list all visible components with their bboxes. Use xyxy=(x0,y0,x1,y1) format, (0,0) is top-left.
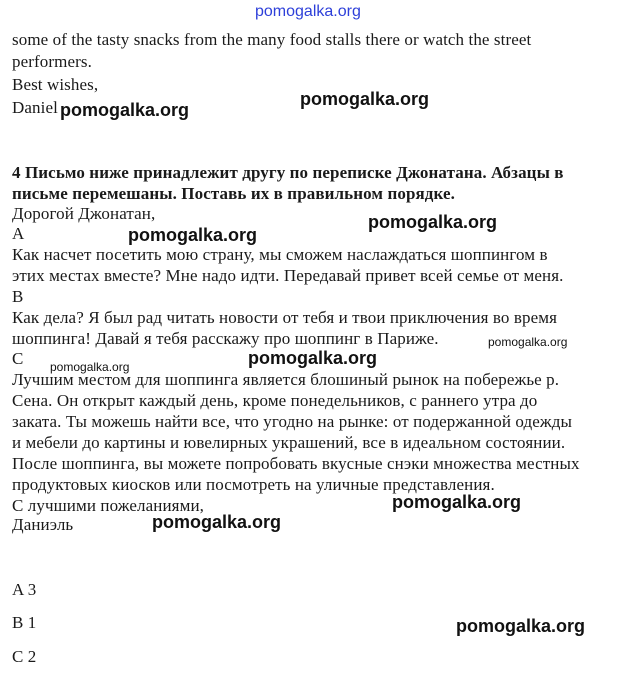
watermark: pomogalka.org xyxy=(392,492,522,512)
watermark: pomogalka.org xyxy=(50,360,130,374)
paragraph-line: заката. Ты можешь найти все, что угодно на рынке: от подержанной одежды xyxy=(12,412,573,431)
paragraph-line: продуктовых киосков или посмотреть на уличные представления. xyxy=(12,475,495,494)
paragraph-line: Лучшим местом для шоппинга является блошиный рынок на побережье р. xyxy=(12,370,560,389)
letter-closing: Best wishes, xyxy=(12,75,99,94)
watermark-top: pomogalka.org xyxy=(255,3,361,20)
task-title-line: письме перемешаны. Поставь их в правильном порядке. xyxy=(12,184,455,203)
letter-end-text-line: performers. xyxy=(12,52,92,71)
watermark: pomogalka.org xyxy=(248,348,378,368)
watermark: pomogalka.org xyxy=(488,335,568,349)
paragraph-line: Сена. Он открыт каждый день, кроме понедельников, с раннего утра до xyxy=(12,391,538,410)
paragraph-label-a: A xyxy=(12,224,25,243)
watermark: pomogalka.org xyxy=(456,616,586,636)
paragraph-label-c: C xyxy=(12,349,24,368)
paragraph-label-b: B xyxy=(12,287,24,306)
letter-greeting: Дорогой Джонатан, xyxy=(12,204,156,223)
paragraph-line: шоппинга! Давай я тебя расскажу про шоппинг в Париже. xyxy=(12,329,439,348)
watermark: pomogalka.org xyxy=(128,225,258,245)
letter-end-text-line: some of the tasty snacks from the many food stalls there or watch the street xyxy=(12,30,532,49)
letter-closing: С лучшими пожеланиями, xyxy=(12,496,205,515)
answer-b: B 1 xyxy=(12,613,37,632)
answer-c: C 2 xyxy=(12,647,37,666)
watermark: pomogalka.org xyxy=(60,100,190,120)
watermark: pomogalka.org xyxy=(300,89,430,109)
paragraph-line: Как насчет посетить мою страну, мы сможем наслаждаться шоппингом в xyxy=(12,245,548,264)
paragraph-line: После шоппинга, вы можете попробовать вкусные снэки множества местных xyxy=(12,454,580,473)
paragraph-line: этих местах вместе? Мне надо идти. Передавай привет всей семье от меня. xyxy=(12,266,564,285)
answer-a: A 3 xyxy=(12,580,37,599)
letter-signature: Daniel xyxy=(12,98,58,117)
watermark: pomogalka.org xyxy=(152,512,282,532)
paragraph-line: Как дела? Я был рад читать новости от тебя и твои приключения во время xyxy=(12,308,558,327)
watermark: pomogalka.org xyxy=(368,212,498,232)
letter-signature: Даниэль xyxy=(12,515,74,534)
paragraph-line: и мебели до картины и ювелирных украшений, все в идеальном состоянии. xyxy=(12,433,566,452)
task-title-line: 4 Письмо ниже принадлежит другу по переписке Джонатана. Абзацы в xyxy=(12,163,564,182)
